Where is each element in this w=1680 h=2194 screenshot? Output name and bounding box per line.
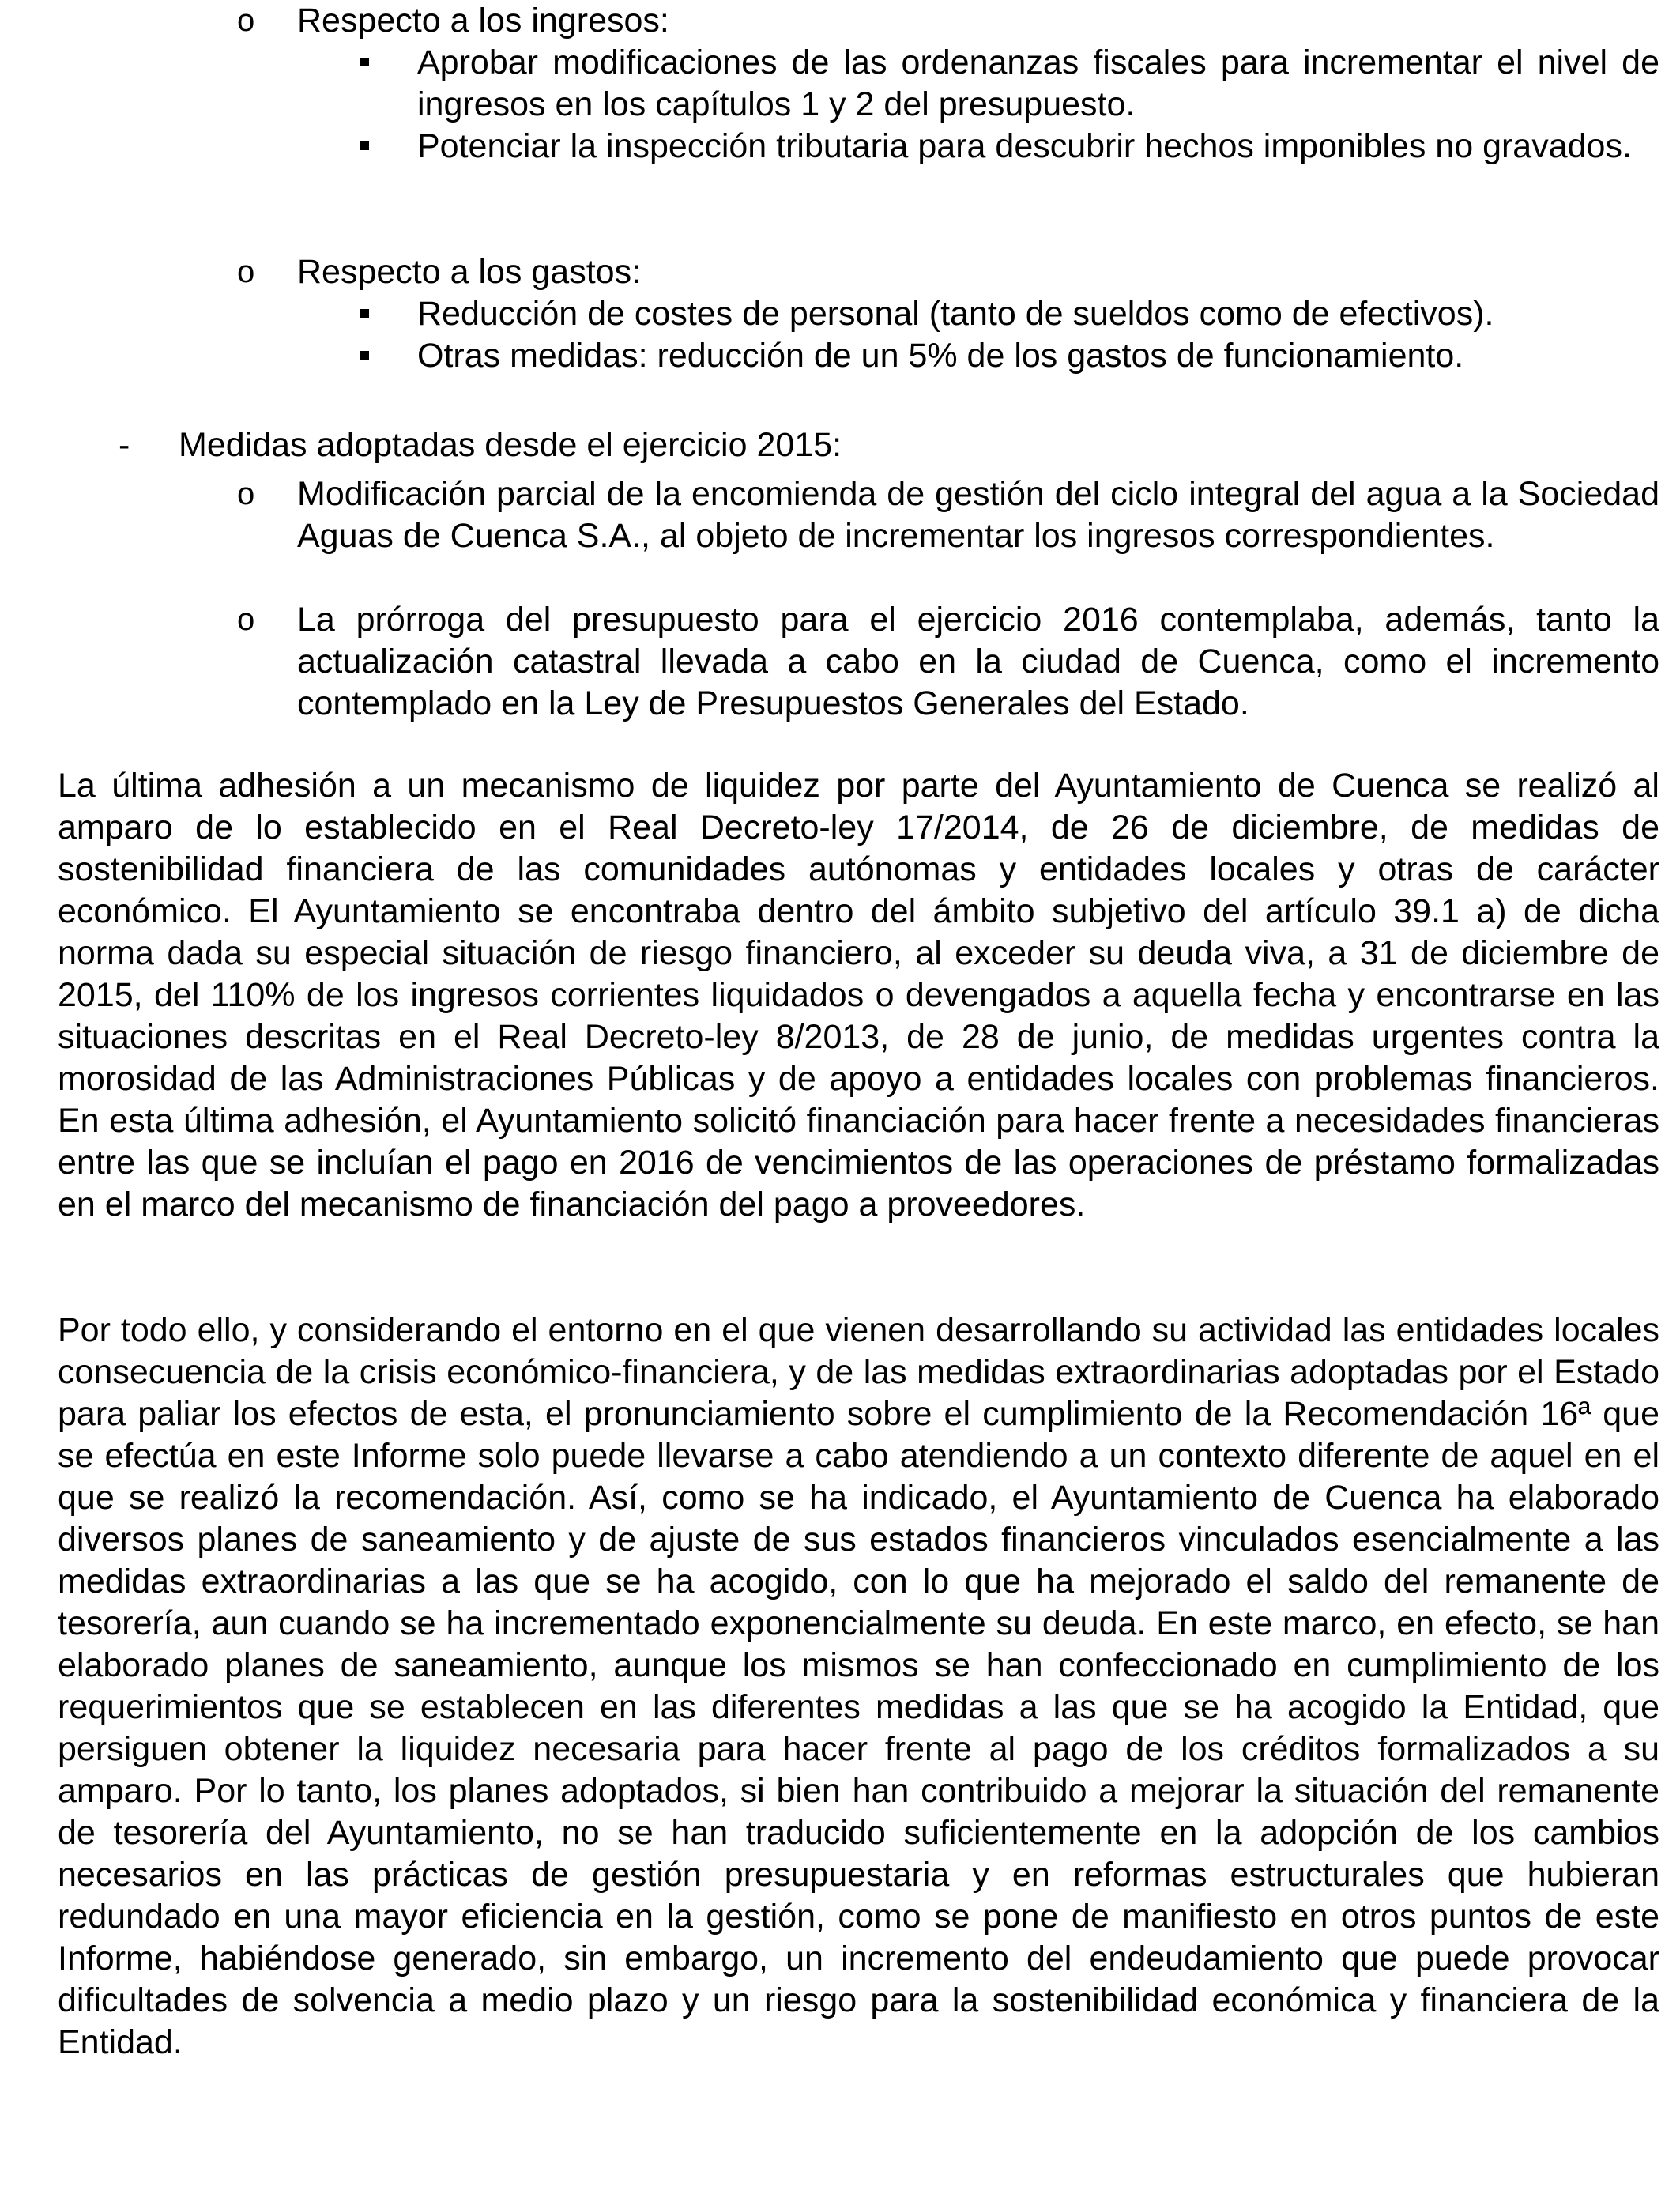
gastos-item-text: Reducción de costes de personal (tanto de sueldos como de efectivos). <box>417 295 1494 333</box>
circle-bullet: o <box>237 477 255 511</box>
list-item-ingresos-1 <box>417 42 1659 126</box>
ingresos-item-text: Aprobar modificaciones de las ordenanzas fiscales para incrementar el nivel de ingresos en los capítulos 1 y 2 del presupuesto. <box>417 43 1659 123</box>
paragraph-2: Por todo ello, y considerando el entorno en el que vienen desarrollando su actividad las entidades locales consecuencia de la crisis económico-financiera, y de las medidas extraordinarias adoptadas por el Estado para paliar los efectos de esta, el pronunciamiento sobre el cumplimiento de la Recomendación 16ª que se efectúa en este Informe solo puede llevarse a cabo atendiendo a un contexto diferente de aquel en el que se realizó la recomendación. Así, como se ha indicado, el Ayuntamiento de Cuenca ha elaborado diversos planes de saneamiento y de ajuste de sus estados financieros vinculados esencialmente a las medidas extraordinarias a las que se ha acogido, con lo que ha mejorado el saldo del remanente de tesorería, aun cuando se ha incrementado exponencialmente su deuda. En este marco, en efecto, se han elaborado planes de saneamiento, aunque los mismos se han confeccionado en cumplimiento de los requerimientos que se establecen en las diferentes medidas a las que se ha acogido la Entidad, que persiguen obtener la liquidez necesaria para hacer frente al pago de los créditos formalizados a su amparo. Por lo tanto, los planes adoptados, si bien han contribuido a mejorar la situación del remanente de tesorería del Ayuntamiento, no se han traducido suficientemente en la adopción de los cambios necesarios en las prácticas de gestión presupuestaria y en reformas estructurales que hubieran redundado en una mayor eficiencia en la gestión, como se pone de manifiesto en otros puntos de este Informe, habiéndose generado, sin embargo, un incremento del endeudamiento que puede provocar dificultades de solvencia a medio plazo y un riesgo para la sostenibilidad económica y financiera de la Entidad. <box>58 1311 1659 2061</box>
paragraph-1: La última adhesión a un mecanismo de liquidez por parte del Ayuntamiento de Cuenca se realizó al amparo de lo establecido en el Real Decreto-ley 17/2014, de 26 de diciembre, de medidas de sostenibilidad financiera de las comunidades autónomas y entidades locales y otras de carácter económico. El Ayuntamiento se encontraba dentro del ámbito subjetivo del artículo 39.1 a) de dicha norma dada su especial situación de riesgo financiero, al exceder su deuda viva, a 31 de diciembre de 2015, del 110% de los ingresos corrientes liquidados o devengados a aquella fecha y encontrarse en las situaciones descritas en el Real Decreto-ley 8/2013, de 28 de junio, de medidas urgentes contra la morosidad de las Administraciones Públicas y de apoyo a entidades locales con problemas financieros. En esta última adhesión, el Ayuntamiento solicitó financiación para hacer frente a necesidades financieras entre las que se incluían el pago en 2016 de vencimientos de las operaciones de préstamo formalizadas en el marco del mecanismo de financiación del pago a proveedores. <box>58 767 1659 1223</box>
ingresos-item-text: Potenciar la inspección tributaria para descubrir hechos imponibles no gravados. <box>417 127 1632 165</box>
gastos-heading: Respecto a los gastos: <box>297 253 642 291</box>
square-bullet <box>360 141 369 150</box>
list-item-medidas-1 <box>237 473 1659 557</box>
circle-bullet: o <box>237 602 255 637</box>
medidas-heading: Medidas adoptadas desde el ejercicio 2015: <box>179 426 842 464</box>
square-bullet <box>360 351 369 360</box>
list-item-gastos-2 <box>417 335 1659 377</box>
gastos-item-text: Otras medidas: reducción de un 5% de los gastos de funcionamiento. <box>417 337 1464 375</box>
list-item-medidas-2015 <box>119 424 1659 466</box>
list-item-gastos-1 <box>417 293 1659 335</box>
square-bullet <box>360 309 369 318</box>
medidas-item-text: Modificación parcial de la encomienda de gestión del ciclo integral del agua a la Sociedad Aguas de Cuenca S.A., al objeto de incrementar los ingresos correspondientes. <box>297 475 1659 555</box>
dash-bullet: - <box>119 426 130 464</box>
ingresos-heading: Respecto a los ingresos: <box>297 2 669 40</box>
list-item-ingresos <box>237 0 1659 42</box>
circle-bullet: o <box>237 3 255 38</box>
medidas-item-text: La prórroga del presupuesto para el ejercicio 2016 contemplaba, además, tanto la actualización catastral llevada a cabo en la ciudad de Cuenca, como el incremento contemplado en la Ley de Presupuestos Generales del Estado. <box>297 601 1659 722</box>
square-bullet <box>360 58 369 66</box>
list-item-gastos <box>237 251 1659 293</box>
list-item-medidas-2 <box>237 599 1659 725</box>
list-item-ingresos-2 <box>417 126 1659 168</box>
circle-bullet: o <box>237 254 255 289</box>
